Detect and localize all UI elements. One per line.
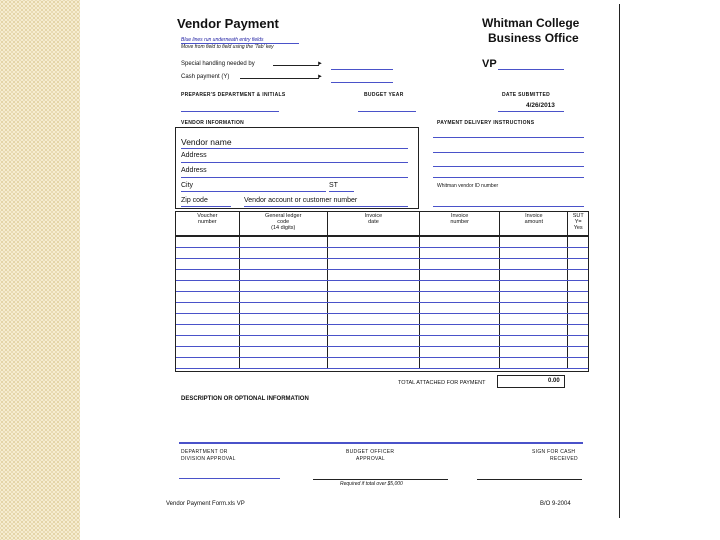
- table-row: [176, 259, 588, 270]
- table-cell[interactable]: [500, 336, 568, 347]
- delivery-line[interactable]: [433, 152, 584, 153]
- table-cell[interactable]: [568, 347, 588, 358]
- table-cell[interactable]: [239, 325, 327, 336]
- date-submitted-label: DATE SUBMITTED: [502, 92, 550, 98]
- table-row: [176, 303, 588, 314]
- st-label: ST: [329, 182, 338, 189]
- table-cell[interactable]: [327, 325, 419, 336]
- whitman-vendor-id-input[interactable]: [433, 206, 584, 207]
- dept-approval-signature[interactable]: [179, 478, 280, 479]
- table-cell[interactable]: [327, 336, 419, 347]
- table-cell[interactable]: [327, 347, 419, 358]
- table-cell[interactable]: [327, 236, 419, 248]
- table-cell[interactable]: [239, 314, 327, 325]
- delivery-line[interactable]: [433, 177, 584, 178]
- table-cell[interactable]: [176, 281, 239, 292]
- table-row: [176, 347, 588, 358]
- zip-label: Zip code: [181, 197, 208, 204]
- table-row: [176, 314, 588, 325]
- table-cell[interactable]: [568, 325, 588, 336]
- budget-year-label: BUDGET YEAR: [364, 92, 404, 98]
- table-cell[interactable]: [500, 358, 568, 369]
- table-cell[interactable]: [420, 259, 500, 270]
- table-cell[interactable]: [420, 281, 500, 292]
- table-cell[interactable]: [327, 303, 419, 314]
- whitman-vendor-id-label: Whitman vendor ID number: [437, 183, 499, 189]
- address2-input[interactable]: [181, 177, 408, 178]
- org-name: Whitman College: [482, 16, 580, 30]
- table-cell[interactable]: [239, 347, 327, 358]
- vendor-info-label: VENDOR INFORMATION: [181, 120, 245, 126]
- invoice-table: [175, 211, 589, 372]
- table-cell[interactable]: [176, 358, 239, 369]
- dept-approval-label-2: DIVISION APPROVAL: [181, 456, 236, 462]
- arrow-line: [240, 78, 319, 79]
- budget-officer-label-1: BUDGET OFFICER: [346, 449, 395, 455]
- table-cell[interactable]: [500, 325, 568, 336]
- table-cell[interactable]: [568, 236, 588, 248]
- table-cell[interactable]: [500, 259, 568, 270]
- table-cell[interactable]: [176, 236, 239, 248]
- table-row: [176, 281, 588, 292]
- date-submitted-value: 4/26/2013: [526, 102, 555, 109]
- note-blue-lines: Blue lines run underneath entry fields: [181, 37, 264, 43]
- table-cell[interactable]: [500, 281, 568, 292]
- table-cell[interactable]: [568, 336, 588, 347]
- budget-year-input[interactable]: [358, 111, 416, 112]
- address1-input[interactable]: [181, 162, 408, 163]
- table-cell[interactable]: [500, 270, 568, 281]
- table-row: [176, 336, 588, 347]
- delivery-line[interactable]: [433, 137, 584, 138]
- table-cell[interactable]: [420, 292, 500, 303]
- note-tab-key: Move from field to field using the 'Tab' key: [181, 44, 274, 50]
- preparers-label: PREPARER'S DEPARTMENT & INITIALS: [181, 92, 286, 98]
- arrow-line: [273, 65, 319, 66]
- table-cell[interactable]: [327, 292, 419, 303]
- vendor-name-input[interactable]: [181, 148, 408, 149]
- table-cell[interactable]: [239, 248, 327, 259]
- col-invoice-number: Invoice number: [420, 212, 500, 236]
- table-cell[interactable]: [327, 281, 419, 292]
- table-cell[interactable]: [420, 347, 500, 358]
- col-invoice-amount: Invoice amount: [500, 212, 568, 236]
- vp-input[interactable]: [498, 69, 564, 70]
- table-cell[interactable]: [568, 292, 588, 303]
- total-label: TOTAL ATTACHED FOR PAYMENT: [398, 380, 486, 386]
- zip-input[interactable]: [181, 206, 231, 207]
- city-label: City: [181, 182, 194, 189]
- form-title: Vendor Payment: [177, 16, 279, 31]
- table-row: [176, 325, 588, 336]
- table-row: [176, 236, 588, 248]
- preparers-input[interactable]: [181, 111, 279, 112]
- table-cell[interactable]: [239, 358, 327, 369]
- table-cell[interactable]: [327, 358, 419, 369]
- special-handling-label: Special handling needed by: [181, 61, 255, 67]
- vendor-account-input[interactable]: [244, 206, 408, 207]
- table-cell[interactable]: [500, 347, 568, 358]
- date-submitted-input[interactable]: [498, 111, 564, 112]
- col-sut: SUT Y= Yes: [568, 212, 588, 236]
- table-cell[interactable]: [568, 281, 588, 292]
- description-input[interactable]: [179, 442, 583, 444]
- arrow-right-icon: ►: [317, 61, 323, 67]
- footer-form-code: B/O 9-2004: [540, 501, 571, 507]
- delivery-line[interactable]: [433, 166, 584, 167]
- col-voucher-number: Voucher number: [176, 212, 239, 236]
- col-general-ledger-code: General ledger code (14 digits): [239, 212, 327, 236]
- table-cell[interactable]: [420, 336, 500, 347]
- table-cell[interactable]: [500, 236, 568, 248]
- table-row: [176, 358, 588, 369]
- table-cell[interactable]: [239, 259, 327, 270]
- st-input[interactable]: [329, 191, 354, 192]
- table-cell[interactable]: [176, 292, 239, 303]
- description-label: DESCRIPTION OR OPTIONAL INFORMATION: [181, 396, 309, 402]
- table-cell[interactable]: [420, 303, 500, 314]
- vendor-account-label: Vendor account or customer number: [244, 197, 358, 204]
- page-edge-rule: [619, 4, 620, 518]
- footer-filename: Vendor Payment Form.xls VP: [166, 501, 245, 507]
- table-header-row: [176, 212, 588, 236]
- payment-delivery-label: PAYMENT DELIVERY INSTRUCTIONS: [437, 120, 535, 126]
- sign-cash-label-2: RECEIVED: [550, 456, 578, 462]
- special-handling-input[interactable]: [331, 69, 393, 70]
- table-cell[interactable]: [176, 347, 239, 358]
- table-row: [176, 292, 588, 303]
- table-cell[interactable]: [176, 303, 239, 314]
- table-cell[interactable]: [239, 270, 327, 281]
- vp-label: VP: [482, 58, 497, 70]
- decorative-side-pattern: [0, 0, 80, 540]
- table-cell[interactable]: [239, 236, 327, 248]
- table-cell[interactable]: [420, 270, 500, 281]
- table-cell[interactable]: [239, 303, 327, 314]
- table-cell[interactable]: [327, 314, 419, 325]
- sign-cash-signature[interactable]: [477, 479, 582, 480]
- table-cell[interactable]: [239, 336, 327, 347]
- table-row: [176, 248, 588, 259]
- table-cell[interactable]: [327, 270, 419, 281]
- table-cell[interactable]: [420, 248, 500, 259]
- table-cell[interactable]: [568, 270, 588, 281]
- sign-cash-label-1: SIGN FOR CASH: [532, 449, 576, 455]
- cash-payment-input[interactable]: [331, 82, 393, 83]
- budget-officer-label-2: APPROVAL: [356, 456, 385, 462]
- table-cell[interactable]: [500, 314, 568, 325]
- table-cell[interactable]: [176, 314, 239, 325]
- table-row: [176, 270, 588, 281]
- address2-label: Address: [181, 167, 207, 174]
- arrow-right-icon: ►: [317, 74, 323, 80]
- cash-payment-label: Cash payment (Y): [181, 74, 230, 80]
- required-note: Required if total over $5,000: [340, 481, 403, 487]
- table-cell[interactable]: [176, 270, 239, 281]
- city-input[interactable]: [181, 191, 326, 192]
- table-cell[interactable]: [239, 292, 327, 303]
- table-cell[interactable]: [327, 248, 419, 259]
- table-cell[interactable]: [500, 303, 568, 314]
- table-cell[interactable]: [500, 248, 568, 259]
- budget-officer-signature[interactable]: [313, 479, 448, 480]
- address1-label: Address: [181, 152, 207, 159]
- table-cell[interactable]: [568, 314, 588, 325]
- table-cell[interactable]: [420, 325, 500, 336]
- table-cell[interactable]: [500, 292, 568, 303]
- table-cell[interactable]: [176, 248, 239, 259]
- table-cell[interactable]: [420, 236, 500, 248]
- table-cell[interactable]: [568, 303, 588, 314]
- table-cell[interactable]: [420, 358, 500, 369]
- table-cell[interactable]: [420, 314, 500, 325]
- org-dept: Business Office: [488, 31, 579, 45]
- col-invoice-date: Invoice date: [327, 212, 419, 236]
- table-cell[interactable]: [176, 259, 239, 270]
- table-cell[interactable]: [568, 358, 588, 369]
- table-cell[interactable]: [568, 248, 588, 259]
- dept-approval-label-1: DEPARTMENT OR: [181, 449, 228, 455]
- table-cell[interactable]: [176, 325, 239, 336]
- table-cell[interactable]: [176, 336, 239, 347]
- table-cell[interactable]: [239, 281, 327, 292]
- table-cell[interactable]: [327, 259, 419, 270]
- table-cell[interactable]: [568, 259, 588, 270]
- vendor-name-label: Vendor name: [181, 137, 232, 147]
- total-value: 0.00: [548, 378, 560, 384]
